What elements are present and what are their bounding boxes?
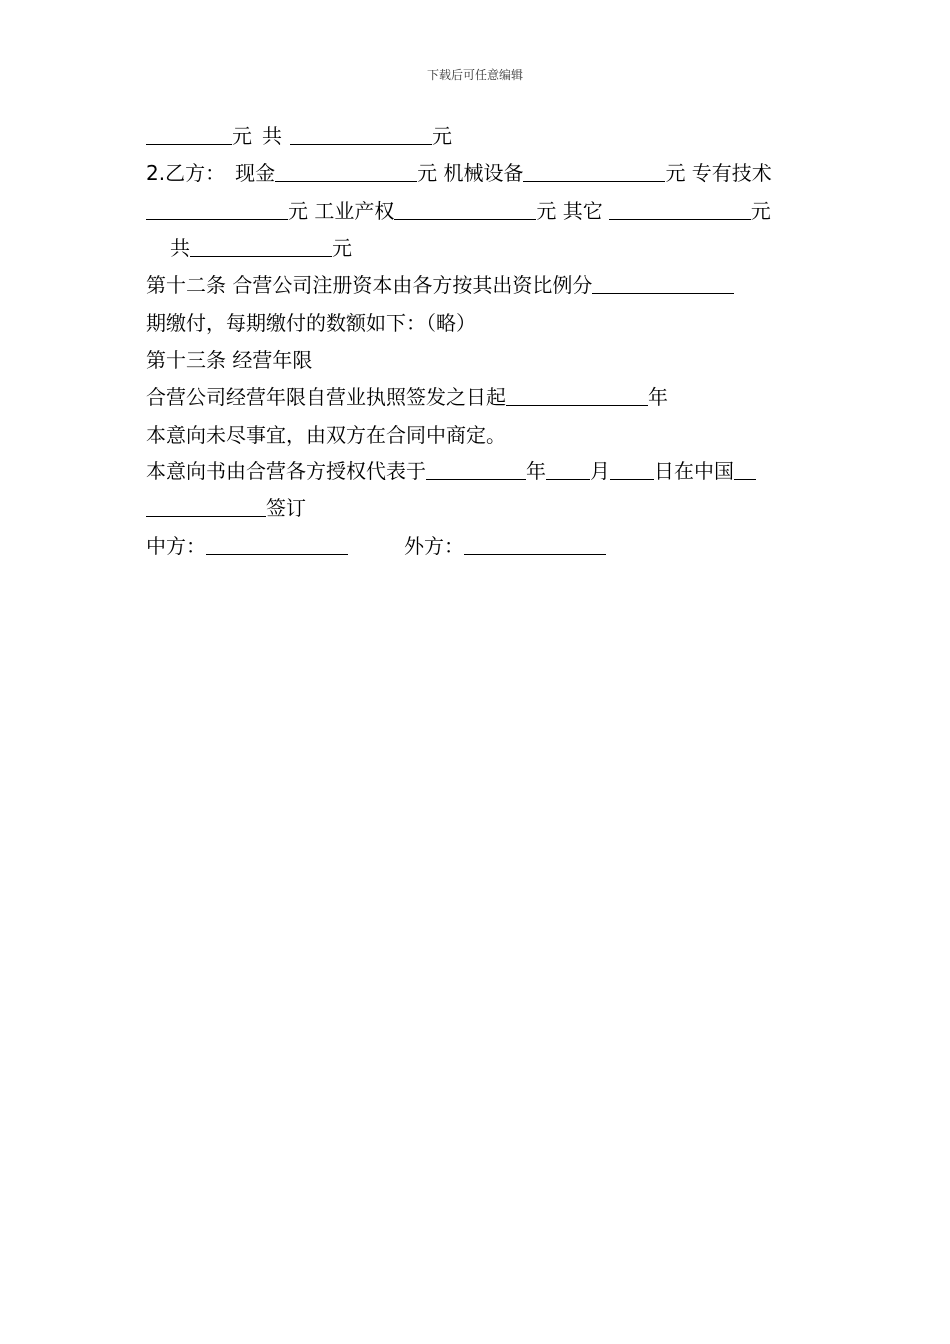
blank-field[interactable] xyxy=(394,199,536,220)
line-6 xyxy=(146,309,476,337)
text: 外方： xyxy=(404,534,464,558)
blank-field[interactable] xyxy=(610,459,654,480)
text: 第十二条 合营公司注册资本由各方按其出资比例分 xyxy=(146,273,593,297)
text: 元 工业产权 xyxy=(288,199,395,223)
blank-field[interactable] xyxy=(206,534,348,555)
text: 中方： xyxy=(146,534,206,558)
blank-field[interactable] xyxy=(290,124,432,145)
text: 本意向书由合营各方授权代表于 xyxy=(146,459,426,483)
line-8 xyxy=(146,383,668,411)
text: 签订 xyxy=(266,496,306,520)
line-10 xyxy=(146,457,756,485)
line-2 xyxy=(146,159,772,187)
text: 月 xyxy=(590,459,610,483)
text: 共 xyxy=(170,236,190,260)
blank-field[interactable] xyxy=(275,161,417,182)
text: 元 xyxy=(432,124,452,148)
line-9 xyxy=(146,421,506,449)
text: 元 xyxy=(750,199,771,223)
text: 元 机械设备 xyxy=(417,161,524,185)
text: 日在中国 xyxy=(654,459,734,483)
line-7 xyxy=(146,346,312,374)
blank-field[interactable] xyxy=(146,496,266,517)
text: 期缴付，每期缴付的数额如下：（略） xyxy=(146,311,476,335)
text: 共 xyxy=(262,124,282,148)
blank-field[interactable] xyxy=(146,124,232,145)
text: 2.乙方： xyxy=(146,161,226,185)
text: 元 xyxy=(232,124,252,148)
line-11 xyxy=(146,494,306,522)
text: 第十三条 经营年限 xyxy=(146,348,313,372)
line-4 xyxy=(170,234,352,262)
line-5 xyxy=(146,271,734,299)
text: 年 xyxy=(526,459,546,483)
line-3 xyxy=(146,197,771,225)
page-header: 下载后可任意编辑 xyxy=(426,68,523,82)
blank-field[interactable] xyxy=(523,161,665,182)
blank-field[interactable] xyxy=(190,236,332,257)
blank-field[interactable] xyxy=(592,273,734,294)
line-1 xyxy=(146,122,452,150)
line-12 xyxy=(146,532,606,560)
blank-field[interactable] xyxy=(464,534,606,555)
blank-field[interactable] xyxy=(609,199,751,220)
blank-field[interactable] xyxy=(546,459,590,480)
text: 现金 xyxy=(235,161,276,185)
text: 年 xyxy=(648,385,668,409)
blank-field[interactable] xyxy=(734,459,756,480)
text: 元 xyxy=(332,236,352,260)
blank-field[interactable] xyxy=(146,199,288,220)
text: 元 专有技术 xyxy=(665,161,772,185)
text: 合营公司经营年限自营业执照签发之日起 xyxy=(146,385,506,409)
text: 本意向未尽事宜，由双方在合同中商定。 xyxy=(146,423,506,447)
blank-field[interactable] xyxy=(426,459,526,480)
blank-field[interactable] xyxy=(506,385,648,406)
text: 元 其它 xyxy=(536,199,603,223)
